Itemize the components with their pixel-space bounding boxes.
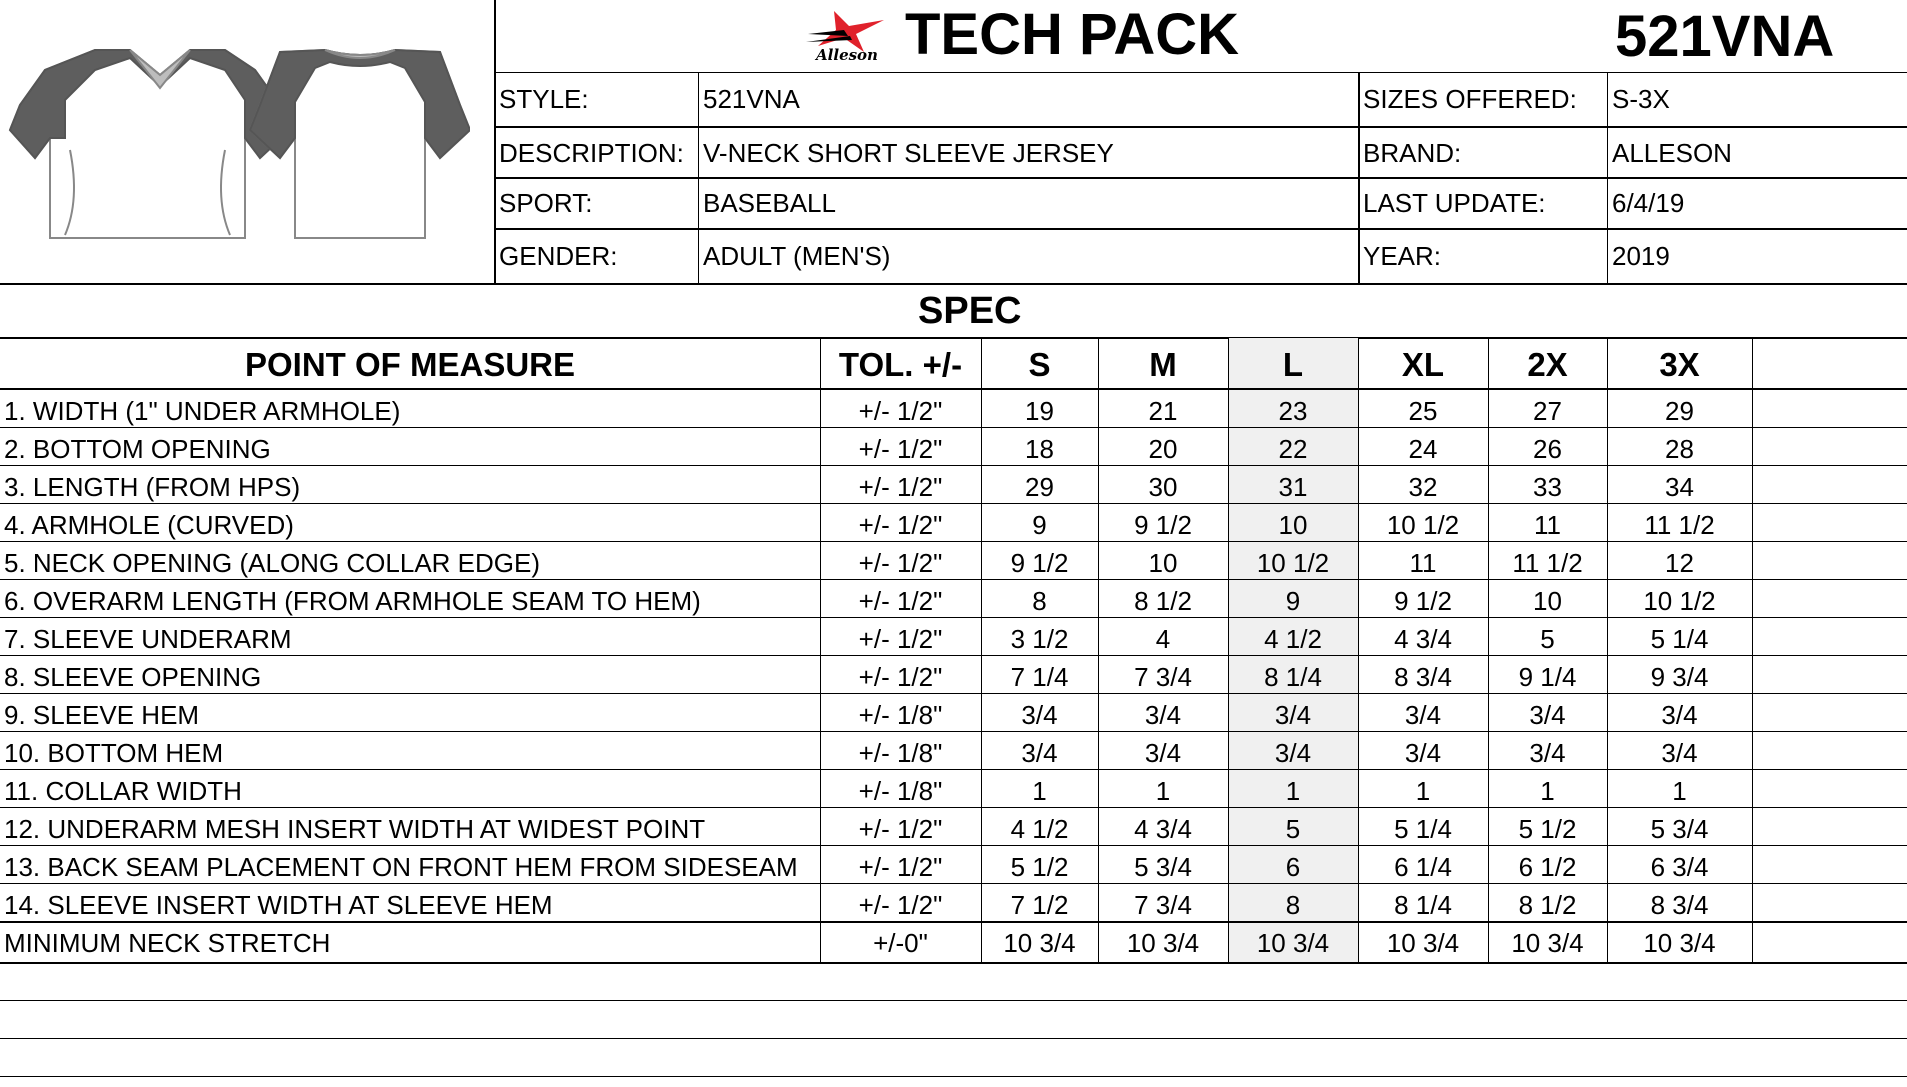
measure-value: 7 3/4 — [1134, 662, 1192, 692]
info-value: V-NECK SHORT SLEEVE JERSEY — [703, 138, 1114, 168]
logo-text: Alleson — [816, 46, 878, 64]
measure-value: 28 — [1665, 434, 1694, 464]
measure-value: 19 — [1025, 396, 1054, 426]
measure-value: 33 — [1533, 472, 1562, 502]
pom-label: 13. BACK SEAM PLACEMENT ON FRONT HEM FROM SIDESEAM — [4, 852, 798, 882]
info-label: GENDER: — [499, 241, 618, 271]
info-value: ALLESON — [1612, 138, 1732, 168]
empty-row-line — [0, 1076, 1907, 1077]
row-divider — [0, 503, 1907, 504]
measure-value: 9 1/2 — [1134, 510, 1192, 540]
measure-value: 9 — [1285, 586, 1301, 616]
tolerance-value: +/- 1/2" — [858, 586, 943, 616]
info-value: ADULT (MEN'S) — [703, 241, 891, 271]
measure-value: 5 1/2 — [1518, 814, 1577, 844]
measure-value: 8 1/4 — [1394, 890, 1452, 920]
tolerance-value: +/- 1/8" — [858, 738, 943, 768]
measure-value: 5 1/2 — [1010, 852, 1069, 882]
measure-value: 6 1/4 — [1394, 852, 1452, 882]
measure-value: 5 3/4 — [1650, 814, 1709, 844]
tolerance-value: +/- 1/2" — [858, 814, 943, 844]
measure-value: 10 3/4 — [1386, 928, 1460, 958]
col-header-size-s: S — [1028, 346, 1051, 383]
measure-value: 7 1/4 — [1010, 662, 1069, 692]
info-label: LAST UPDATE: — [1363, 188, 1546, 218]
tolerance-value: +/-0" — [873, 928, 928, 958]
measure-value: 23 — [1278, 396, 1308, 426]
measure-value: 3/4 — [1274, 700, 1312, 730]
row-divider — [0, 427, 1907, 428]
empty-row-line — [0, 1038, 1907, 1039]
info-value: 2019 — [1612, 241, 1670, 271]
alleson-logo — [804, 6, 890, 68]
pom-label: 14. SLEEVE INSERT WIDTH AT SLEEVE HEM — [4, 890, 553, 920]
row-divider — [0, 921, 1907, 923]
measure-value: 8 1/2 — [1134, 586, 1192, 616]
pom-label: 12. UNDERARM MESH INSERT WIDTH AT WIDEST POINT — [4, 814, 706, 844]
measure-value: 32 — [1408, 472, 1438, 502]
measure-value: 6 1/2 — [1518, 852, 1577, 882]
col-header-size-m: M — [1149, 346, 1177, 383]
measure-value: 1 — [1032, 776, 1047, 806]
row-divider — [0, 693, 1907, 694]
style-number-heading: 521VNA — [1615, 4, 1835, 69]
measure-value: 10 — [1533, 586, 1562, 616]
measure-value: 31 — [1278, 472, 1308, 502]
measure-value: 10 3/4 — [1126, 928, 1200, 958]
measure-value: 9 1/2 — [1394, 586, 1452, 616]
measure-value: 29 — [1665, 396, 1694, 426]
measure-value: 29 — [1025, 472, 1054, 502]
pom-label: 2. BOTTOM OPENING — [4, 434, 271, 464]
pom-label: 6. OVERARM LENGTH (FROM ARMHOLE SEAM TO HEM) — [4, 586, 701, 616]
jersey-back-sketch — [250, 50, 470, 238]
pom-label: 3. LENGTH (FROM HPS) — [4, 472, 301, 502]
measure-value: 7 3/4 — [1134, 890, 1192, 920]
tolerance-value: +/- 1/2" — [858, 472, 943, 502]
info-value: 521VNA — [703, 84, 800, 114]
tolerance-value: +/- 1/8" — [858, 700, 943, 730]
measure-value: 8 — [1032, 586, 1047, 616]
tolerance-value: +/- 1/2" — [858, 852, 943, 882]
measure-value: 10 — [1278, 510, 1308, 540]
row-divider — [0, 807, 1907, 808]
col-header-pom: POINT OF MEASURE — [244, 346, 576, 383]
info-label: DESCRIPTION: — [499, 138, 684, 168]
row-divider — [0, 883, 1907, 884]
pom-label: MINIMUM NECK STRETCH — [4, 928, 331, 958]
measure-value: 7 1/2 — [1010, 890, 1069, 920]
measure-value: 6 — [1285, 852, 1301, 882]
measure-value: 3/4 — [1144, 738, 1182, 768]
info-value: BASEBALL — [703, 188, 836, 218]
measure-value: 10 3/4 — [1643, 928, 1716, 958]
info-label: YEAR: — [1363, 241, 1442, 271]
measure-value: 3/4 — [1529, 700, 1566, 730]
measure-value: 9 — [1032, 510, 1047, 540]
measure-value: 10 3/4 — [1256, 928, 1330, 958]
measure-value: 10 1/2 — [1643, 586, 1716, 616]
row-divider — [0, 731, 1907, 732]
measure-value: 11 — [1534, 510, 1561, 540]
measure-value: 11 1/2 — [1512, 548, 1583, 578]
measure-value: 1 — [1672, 776, 1687, 806]
measure-value: 10 1/2 — [1256, 548, 1330, 578]
measure-value: 10 3/4 — [1511, 928, 1584, 958]
row-divider — [0, 769, 1907, 770]
measure-value: 3/4 — [1144, 700, 1182, 730]
column-divider — [1752, 338, 1753, 962]
pom-label: 4. ARMHOLE (CURVED) — [4, 510, 294, 540]
measure-value: 22 — [1278, 434, 1308, 464]
measure-value: 3/4 — [1661, 738, 1698, 768]
measure-value: 5 1/4 — [1650, 624, 1709, 654]
row-divider — [0, 541, 1907, 542]
tolerance-value: +/- 1/2" — [858, 510, 943, 540]
pom-label: 11. COLLAR WIDTH — [4, 776, 242, 806]
measure-value: 1 — [1540, 776, 1555, 806]
row-divider — [0, 617, 1907, 618]
tolerance-value: +/- 1/2" — [858, 624, 943, 654]
pom-label: 9. SLEEVE HEM — [4, 700, 200, 730]
col-header-size-xl: XL — [1401, 346, 1445, 383]
tolerance-value: +/- 1/2" — [858, 548, 943, 578]
header-divider — [0, 388, 1907, 390]
page-title: TECH PACK — [905, 2, 1240, 67]
info-label: SIZES OFFERED: — [1363, 84, 1577, 114]
spec-title: SPEC — [918, 290, 1022, 332]
tolerance-value: +/- 1/2" — [858, 662, 943, 692]
measure-value: 11 1/2 — [1644, 510, 1715, 540]
measure-value: 30 — [1148, 472, 1178, 502]
pom-label: 1. WIDTH (1" UNDER ARMHOLE) — [4, 396, 401, 426]
tolerance-value: +/- 1/2" — [858, 396, 943, 426]
col-header-tol: TOL. +/- — [838, 346, 963, 383]
measure-value: 8 — [1285, 890, 1301, 920]
measure-value: 3/4 — [1529, 738, 1566, 768]
pom-label: 7. SLEEVE UNDERARM — [4, 624, 292, 654]
measure-value: 4 3/4 — [1134, 814, 1192, 844]
col-header-size-2x: 2X — [1527, 346, 1568, 383]
measure-value: 4 1/2 — [1010, 814, 1069, 844]
measure-value: 34 — [1665, 472, 1694, 502]
row-divider — [0, 579, 1907, 580]
measure-value: 18 — [1025, 434, 1054, 464]
measure-value: 4 1/2 — [1264, 624, 1322, 654]
measure-value: 6 3/4 — [1650, 852, 1709, 882]
measure-value: 3 1/2 — [1010, 624, 1069, 654]
tolerance-value: +/- 1/2" — [858, 890, 943, 920]
measure-value: 21 — [1148, 396, 1178, 426]
measure-value: 9 1/4 — [1518, 662, 1577, 692]
measure-value: 10 3/4 — [1003, 928, 1076, 958]
measure-value: 1 — [1285, 776, 1301, 806]
measure-value: 8 1/2 — [1518, 890, 1577, 920]
measure-value: 11 — [1409, 548, 1437, 578]
row-divider — [0, 962, 1907, 964]
row-divider — [0, 655, 1907, 656]
measure-value: 8 1/4 — [1264, 662, 1322, 692]
info-value: 6/4/19 — [1612, 188, 1685, 218]
garment-sketches — [0, 30, 470, 250]
measure-value: 1 — [1155, 776, 1171, 806]
measure-value: 5 1/4 — [1394, 814, 1452, 844]
measure-value: 4 — [1155, 624, 1171, 654]
info-label: STYLE: — [499, 84, 589, 114]
info-label: BRAND: — [1363, 138, 1462, 168]
measure-value: 8 3/4 — [1394, 662, 1452, 692]
pom-label: 10. BOTTOM HEM — [4, 738, 224, 768]
measure-value: 3/4 — [1661, 700, 1698, 730]
measure-value: 3/4 — [1404, 738, 1442, 768]
tolerance-value: +/- 1/8" — [858, 776, 943, 806]
tolerance-value: +/- 1/2" — [858, 434, 943, 464]
pom-label: 8. SLEEVE OPENING — [4, 662, 262, 692]
measure-value: 3/4 — [1404, 700, 1442, 730]
measure-value: 10 — [1148, 548, 1178, 578]
col-header-size-l: L — [1282, 346, 1304, 383]
measure-value: 3/4 — [1274, 738, 1312, 768]
measure-value: 25 — [1408, 396, 1438, 426]
measure-value: 10 1/2 — [1386, 510, 1460, 540]
row-divider — [0, 845, 1907, 846]
measure-value: 5 — [1540, 624, 1555, 654]
row-divider — [0, 465, 1907, 466]
measure-value: 4 3/4 — [1394, 624, 1452, 654]
measure-value: 26 — [1533, 434, 1562, 464]
measure-value: 5 3/4 — [1134, 852, 1192, 882]
measure-value: 27 — [1533, 396, 1562, 426]
info-value: S-3X — [1612, 84, 1670, 114]
info-label: SPORT: — [499, 188, 593, 218]
jersey-front-sketch — [10, 50, 290, 238]
measure-value: 12 — [1665, 548, 1694, 578]
measure-value: 3/4 — [1021, 738, 1058, 768]
measure-value: 3/4 — [1021, 700, 1058, 730]
pom-label: 5. NECK OPENING (ALONG COLLAR EDGE) — [4, 548, 541, 578]
measure-value: 9 1/2 — [1010, 548, 1069, 578]
measure-value: 8 3/4 — [1650, 890, 1709, 920]
empty-row-line — [0, 1000, 1907, 1001]
measure-value: 5 — [1285, 814, 1301, 844]
measure-value: 24 — [1408, 434, 1438, 464]
measure-value: 9 3/4 — [1650, 662, 1709, 692]
col-header-size-3x: 3X — [1659, 346, 1700, 383]
measure-value: 20 — [1148, 434, 1178, 464]
measure-value: 1 — [1415, 776, 1431, 806]
